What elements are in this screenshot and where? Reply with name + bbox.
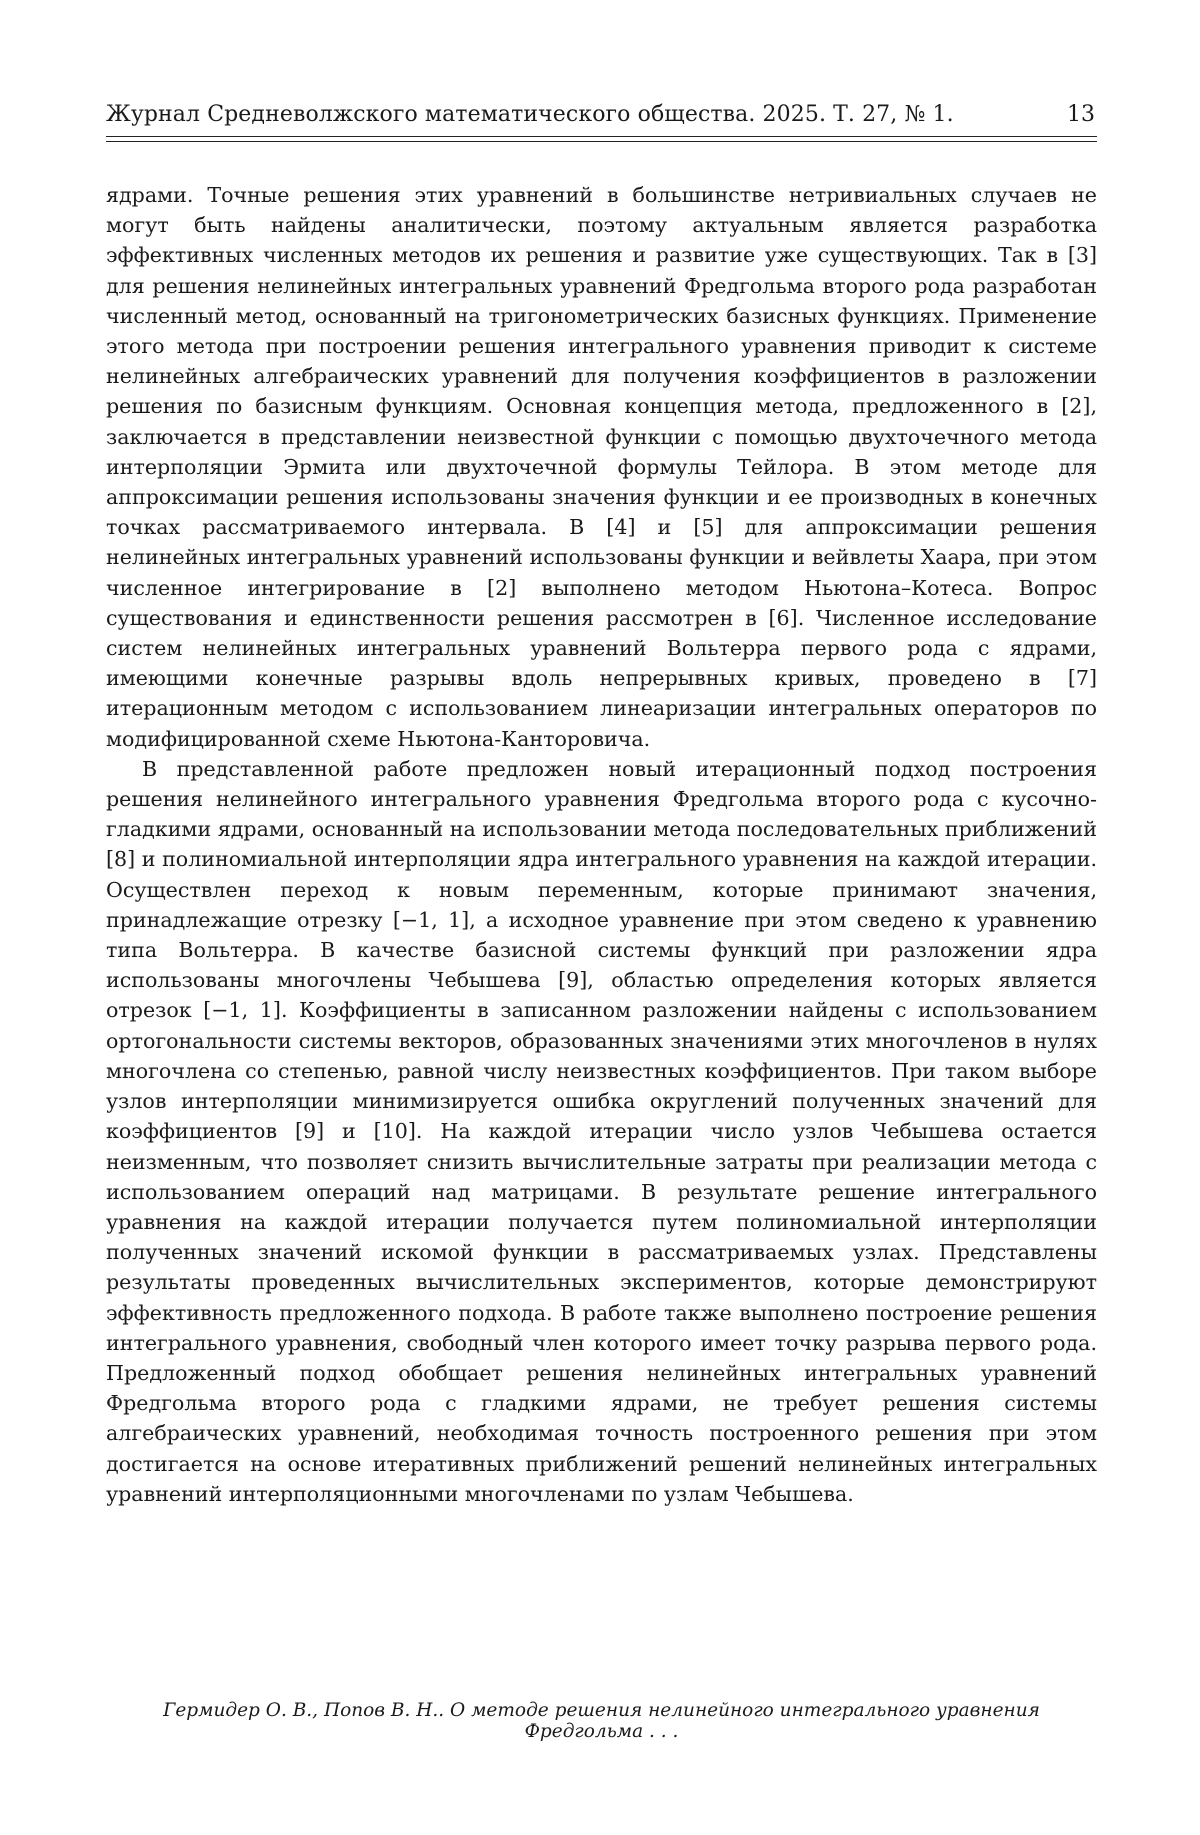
running-footer: Гермидер О. В., Попов В. Н.. О методе решения нелинейного интегрального уравнения Фредгольма . . . (163, 1700, 1040, 1742)
header-rule-thick (106, 136, 1097, 137)
article-body (106, 180, 1097, 1509)
paragraph-continuation: ядрами. Точные решения этих уравнений в большинстве нетривиальных случаев не могут быть найдены аналитически, поэтому актуальным является разработка эффективных численных методов их решения и развитие уже существующих. Так в [3] для решения нелинейных интегральных уравнений Фредгольма второго рода разработан численный метод, основанный на тригонометрических базисных функциях. Применение этого метода при построении решения интегрального уравнения приводит к системе нелинейных алгебраических уравнений для получения коэффициентов в разложении решения по базисным функциям. Основная концепция метода, предложенного в [2], заключается в представлении неизвестной функции с помощью двухточечного метода интерполяции Эрмита или двухточечной формулы Тейлора. В этом методе для аппроксимации решения использованы значения функции и ее производных в конечных точках рассматриваемого интервала. В [4] и [5] для аппроксимации решения нелинейных интегральных уравнений использованы функции и вейвлеты Хаара, при этом численное интегрирование в [2] выполнено методом Ньютона–Котеса. Вопрос существования и единственности решения рассмотрен в [6]. Численное исследование систем нелинейных интегральных уравнений Вольтерра первого рода с ядрами, имеющими конечные разрывы вдоль непрерывных кривых, проведено в [7] итерационным методом с использованием линеаризации интегральных операторов по модифицированной схеме Ньютона-Канторовича. (106, 183, 1097, 751)
journal-title: Журнал Средневолжского математического общества. 2025. Т. 27, № 1. (106, 102, 954, 127)
paragraph-proposed-approach: В представленной работе предложен новый итерационный подход построения решения нелинейного интегрального уравнения Фредгольма второго рода с кусочно-гладкими ядрами, основанный на использовании метода последовательных приближений [8] и полиномиальной интерполяции ядра интегрального уравнения на каждой итерации. Осуществлен переход к новым переменным, которые принимают значения, принадлежащие отрезку [−1, 1], а исходное уравнение при этом сведено к уравнению типа Вольтерра. В качестве базисной системы функций при разложении ядра использованы многочлены Чебышева [9], областью определения которых является отрезок [−1, 1]. Коэффициенты в записанном разложении найдены с использованием ортогональности системы векторов, образованных значениями этих многочленов в нулях многочлена со степенью, равной числу неизвестных коэффициентов. При таком выборе узлов интерполяции минимизируется ошибка округлений полученных значений для коэффициентов [9] и [10]. На каждой итерации число узлов Чебышева остается неизменным, что позволяет снизить вычислительные затраты при реализации метода с использованием операций над матрицами. В результате решение интегрального уравнения на каждой итерации получается путем полиномиальной интерполяции полученных значений искомой функции в рассматриваемых узлах. Представлены результаты проведенных вычислительных экспериментов, которые демонстрируют эффективность предложенного подхода. В работе также выполнено построение решения интегрального уравнения, свободный член которого имеет точку разрыва первого рода. Предложенный подход обобщает решения нелинейных интегральных уравнений Фредгольма второго рода с гладкими ядрами, не требует решения системы алгебраических уравнений, необходимая точность построенного решения при этом достигается на основе итеративных приближений решений нелинейных интегральных уравнений интерполяционными многочленами по узлам Чебышева. (106, 756, 1097, 1506)
header-rule-thin (106, 141, 1097, 142)
page-number: 13 (1067, 102, 1095, 127)
journal-page (106, 96, 1097, 1796)
running-header (106, 96, 1097, 134)
